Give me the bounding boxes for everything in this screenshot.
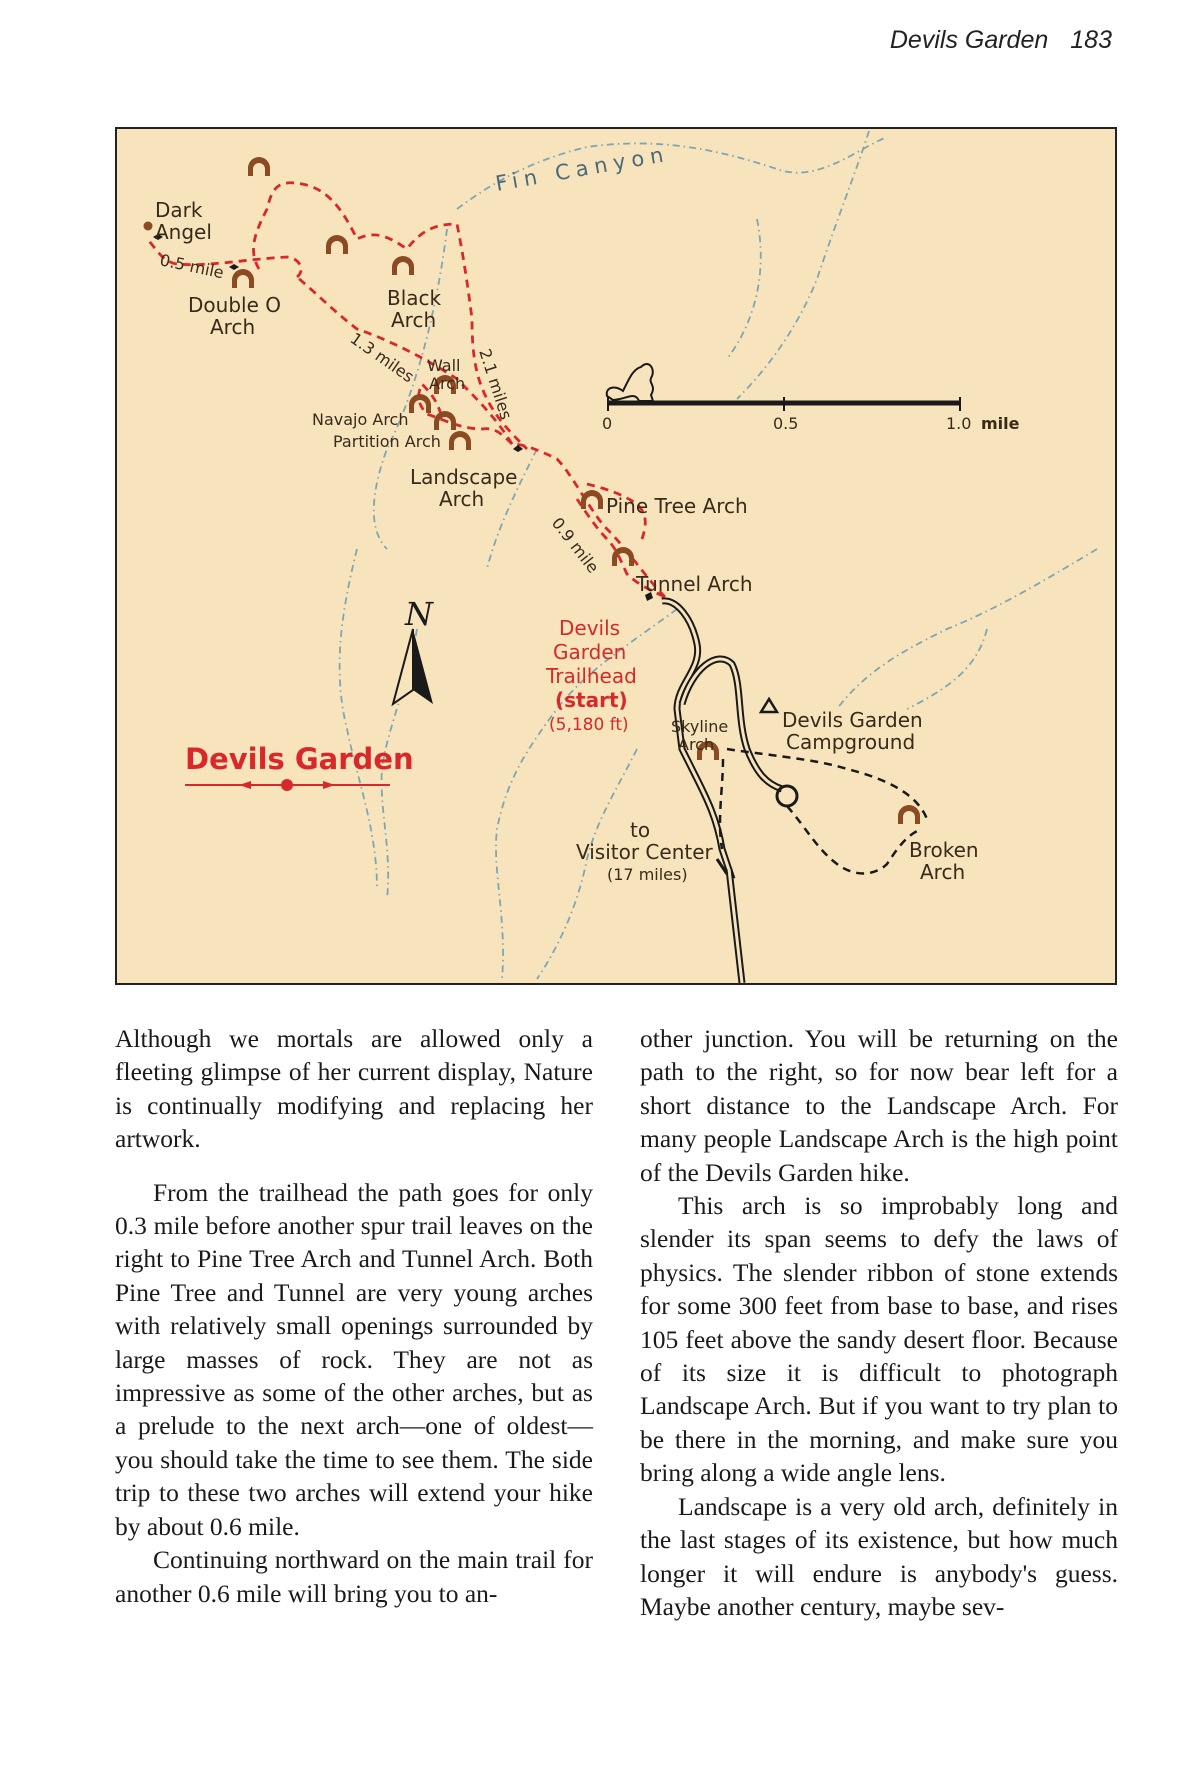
page-number: 183 bbox=[1070, 26, 1112, 54]
distance-label-0-5: 0.5 mile bbox=[158, 250, 226, 283]
dark-angel-label-1: Dark bbox=[155, 198, 203, 222]
scale-label-0: 0 bbox=[602, 414, 613, 433]
broken-arch-label-1: Broken bbox=[909, 838, 979, 862]
landscape-arch-label-2: Arch bbox=[439, 487, 485, 511]
map-title: Devils Garden bbox=[185, 742, 414, 776]
pine-tree-arch-label: Pine Tree Arch bbox=[606, 494, 748, 518]
washes bbox=[340, 131, 1097, 979]
distance-label-0-9: 0.9 mile bbox=[547, 513, 603, 577]
dark-angel-marker bbox=[144, 222, 153, 231]
text-column-right bbox=[640, 1022, 1118, 1623]
scale-bar bbox=[602, 364, 1020, 433]
double-o-label-2: Arch bbox=[210, 315, 256, 339]
campground-icon bbox=[761, 699, 777, 712]
primitive-trail-red bbox=[147, 183, 665, 597]
distance-label-2-1: 2.1 miles bbox=[475, 346, 516, 422]
trail-map bbox=[115, 127, 1117, 985]
primitive-trails bbox=[720, 749, 927, 873]
scale-unit-label: mile bbox=[981, 414, 1020, 433]
dark-angel-label-2: Angel bbox=[155, 220, 212, 244]
north-arrow bbox=[393, 595, 434, 704]
skyline-arch-label-1: Skyline bbox=[671, 717, 729, 736]
map-svg bbox=[117, 129, 1115, 983]
trailhead-start-label: (start) bbox=[555, 688, 628, 712]
distance-label-1-3: 1.3 miles bbox=[346, 328, 418, 387]
trailhead-elevation-label: (5,180 ft) bbox=[549, 715, 629, 735]
wall-arch-label-2: Arch bbox=[429, 374, 466, 393]
visitor-center-label-1: to bbox=[630, 818, 651, 842]
paragraph: This arch is so improbably long and slender its span seems to defy the laws of physics. The slender ribbon of stone extends for some 300 feet from base to base, and rises 105 feet above the sandy desert floor. Because of its size it is difficult to photograph Landscape Arch. But if you want to try plan to be there in the morning, and make sure you bring along a wide angle lens. bbox=[640, 1191, 1118, 1488]
black-arch-label-1: Black bbox=[387, 286, 442, 310]
campground-label-1: Devils Garden bbox=[782, 708, 923, 732]
running-head bbox=[890, 26, 1112, 55]
canyon-label: Fin Canyon bbox=[493, 141, 672, 196]
paragraph: Although we mortals are allowed only a fleeting glimpse of her current display, Nature is continually modifying and replacing her artwork. bbox=[115, 1024, 593, 1154]
partition-arch-label: Partition Arch bbox=[333, 432, 441, 451]
double-o-label-1: Double O bbox=[188, 293, 281, 317]
paragraph: Continuing northward on the main trail for another 0.6 mile will bring you to an- bbox=[115, 1545, 593, 1608]
paragraph: other junction. You will be returning on the path to the right, so for now bear left for a short distance to the Landscape Arch. For many people Landscape Arch is the high point of the Devils Garden hike. bbox=[640, 1024, 1118, 1187]
navajo-arch-label: Navajo Arch bbox=[312, 410, 409, 429]
text-column-left bbox=[115, 1022, 593, 1610]
trailhead-label-2: Garden bbox=[553, 640, 627, 664]
paragraph: Landscape is a very old arch, definitely in the last stages of its existence, but how much longer it will endure is anybody's guess. Maybe another century, maybe sev- bbox=[640, 1491, 1118, 1621]
visitor-center-label-3: (17 miles) bbox=[607, 865, 688, 884]
skyline-arch-label-2: Arch bbox=[678, 735, 715, 754]
black-arch-label-2: Arch bbox=[391, 308, 437, 332]
campground-label-2: Campground bbox=[786, 730, 916, 754]
trailhead-label-1: Devils bbox=[559, 616, 621, 640]
tunnel-arch-label: Tunnel Arch bbox=[636, 572, 753, 596]
north-label: N bbox=[405, 595, 433, 633]
wall-arch-label-1: Wall bbox=[427, 356, 461, 375]
trailhead-label-3: Trailhead bbox=[546, 664, 637, 688]
broken-arch-label-2: Arch bbox=[920, 860, 966, 884]
landscape-arch-label-1: Landscape bbox=[410, 465, 518, 489]
visitor-center-label-2: Visitor Center bbox=[576, 840, 713, 864]
scale-label-0-5: 0.5 bbox=[773, 414, 799, 433]
section-title: Devils Garden bbox=[889, 26, 1049, 54]
scale-label-1-0: 1.0 bbox=[946, 414, 972, 433]
paragraph: From the trailhead the path goes for only 0.3 mile before another spur trail leaves on the right to Pine Tree Arch and Tunnel Arch. Both Pine Tree and Tunnel are very young arches with relatively small openings surrounded by large masses of rock. They are not as impressive as some of the other arches, but as a prelude to the next arch—one of oldest—you should take the time to see them. The side trip to these two arches will extend your hike by about 0.6 mile. bbox=[115, 1177, 593, 1541]
park-road bbox=[662, 601, 797, 983]
junction-marker bbox=[229, 264, 239, 270]
